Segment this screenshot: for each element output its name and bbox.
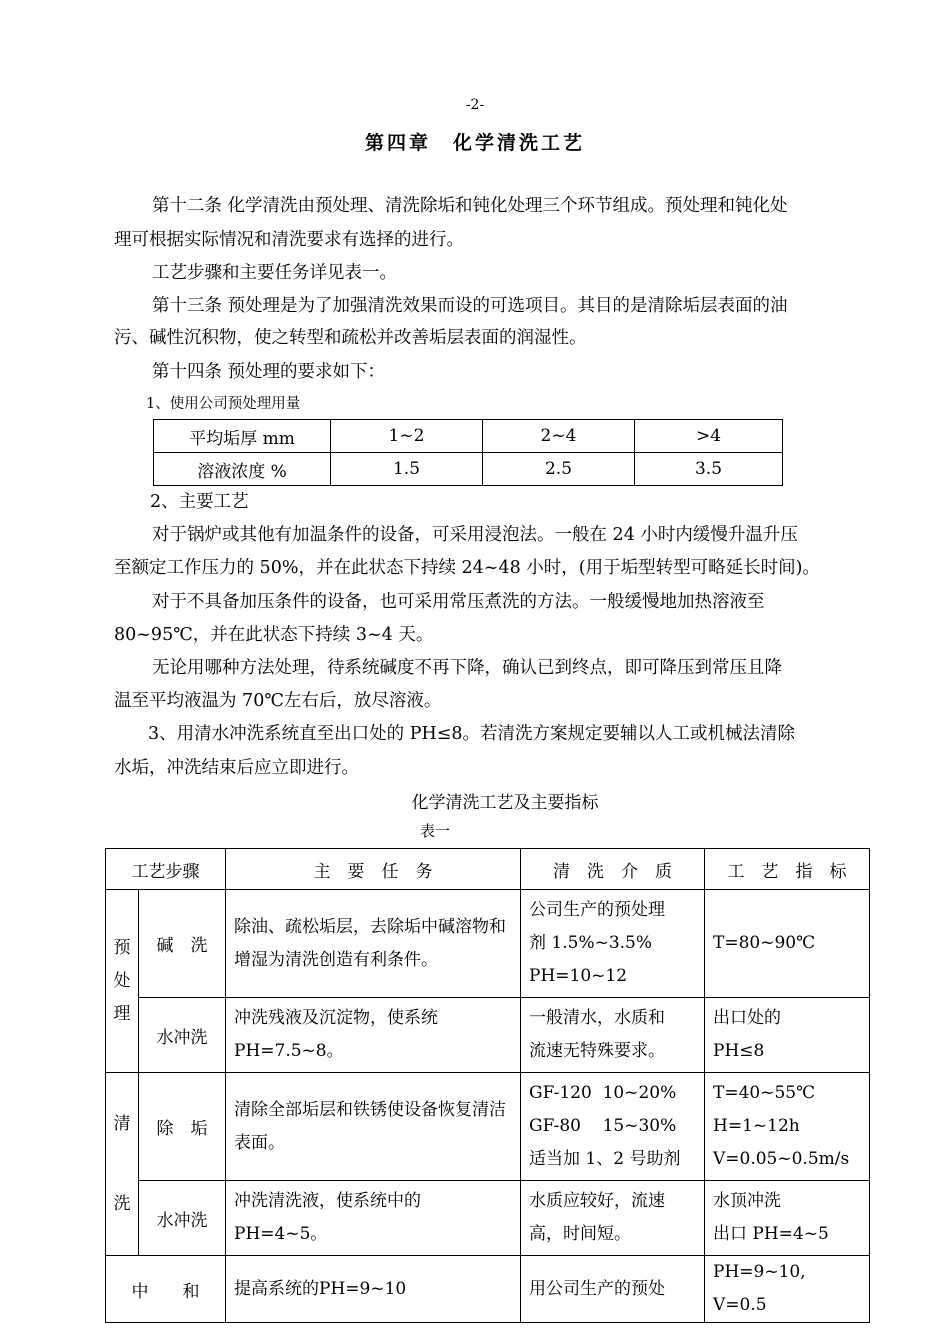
medium-line: 适当加 1、2 号助剂 bbox=[529, 1149, 681, 1169]
paragraph-steps: 工艺步骤和主要任务详见表一。 bbox=[152, 263, 397, 283]
step-name: 中 和 bbox=[106, 1256, 226, 1323]
medium-cell bbox=[521, 998, 705, 1073]
task-cell bbox=[226, 998, 521, 1073]
index-cell bbox=[705, 1181, 870, 1256]
item-3-line2: 水垢，冲洗结束后应立即进行。 bbox=[114, 758, 359, 778]
medium-cell bbox=[521, 1181, 705, 1256]
index-line: V=0.05~0.5m/s bbox=[713, 1149, 850, 1169]
table-cell: 1.5 bbox=[331, 453, 483, 486]
index-line: PH=9~10, V=0.5 bbox=[713, 1262, 806, 1315]
dosage-table bbox=[153, 419, 783, 486]
item-2: 2、主要工艺 bbox=[150, 492, 249, 512]
paragraph-13-line1: 第十三条 预处理是为了加强清洗效果而设的可选项目。其目的是清除垢层表面的油 bbox=[152, 296, 788, 316]
method-2-line1: 对于不具备加压条件的设备，也可采用常压煮洗的方法。一般缓慢地加热溶液至 bbox=[152, 592, 765, 612]
index-line: T=80~90℃ bbox=[713, 933, 816, 953]
table-cell: 2.5 bbox=[483, 453, 635, 486]
chapter-number: 第四章 bbox=[364, 132, 431, 154]
group-pretreatment: 预处理 bbox=[106, 890, 139, 1073]
paragraph-14: 第十四条 预处理的要求如下： bbox=[152, 362, 386, 382]
medium-cell bbox=[521, 890, 705, 998]
paragraph-12-line1: 第十二条 化学清洗由预处理、清洗除垢和钝化处理三个环节组成。预处理和钝化处 bbox=[152, 196, 788, 216]
step-name: 碱 洗 bbox=[139, 890, 226, 998]
medium-line: 公司生产的预处理 bbox=[529, 900, 665, 920]
index-cell bbox=[705, 1256, 870, 1323]
step-name: 水冲洗 bbox=[139, 1181, 226, 1256]
method-3-line1: 无论用哪种方法处理，待系统碱度不再下降，确认已到终点，即可降压到常压且降 bbox=[152, 658, 782, 678]
table-row bbox=[106, 1181, 870, 1256]
medium-line: 流速无特殊要求。 bbox=[529, 1041, 665, 1061]
table-cell: >4 bbox=[635, 420, 783, 453]
chapter-title bbox=[0, 128, 950, 155]
table-cell: 1~2 bbox=[331, 420, 483, 453]
index-line: 出口 PH=4~5 bbox=[713, 1224, 829, 1244]
index-cell bbox=[705, 890, 870, 998]
step-name: 水冲洗 bbox=[139, 998, 226, 1073]
task-cell bbox=[226, 1181, 521, 1256]
process-table bbox=[105, 848, 870, 1323]
index-line: 水顶冲洗 bbox=[713, 1191, 781, 1211]
medium-line: GF-120 10~20% bbox=[529, 1083, 677, 1103]
table-caption: 化学清洗工艺及主要指标 bbox=[411, 793, 599, 813]
method-2-line2: 80~95℃，并在此状态下持续 3~4 天。 bbox=[114, 625, 434, 645]
method-1-line2: 至额定工作压力的 50%，并在此状态下持续 24~48 小时，(用于垢型转型可略延长时间)。 bbox=[114, 558, 820, 578]
table-cell: 2~4 bbox=[483, 420, 635, 453]
index-line: T=40~55℃ bbox=[713, 1083, 816, 1103]
medium-line: 一般清水，水质和 bbox=[529, 1008, 665, 1028]
table-row bbox=[106, 1073, 870, 1181]
chapter-name: 化学清洗工艺 bbox=[453, 132, 586, 154]
medium-line: 高，时间短。 bbox=[529, 1224, 631, 1244]
index-line: PH≤8 bbox=[713, 1041, 765, 1061]
header-medium: 清 洗 介 质 bbox=[521, 849, 705, 890]
table-cell: 平均垢厚 mm bbox=[154, 420, 331, 453]
method-1-line1: 对于锅炉或其他有加温条件的设备，可采用浸泡法。一般在 24 小时内缓慢升温升压 bbox=[152, 525, 798, 545]
index-cell bbox=[705, 1073, 870, 1181]
table-cell: 溶液浓度 % bbox=[154, 453, 331, 486]
method-3-line2: 温至平均液温为 70℃左右后，放尽溶液。 bbox=[114, 691, 442, 711]
page-number: -2- bbox=[465, 97, 485, 113]
item-3-line1: 3、用清水冲洗系统直至出口处的 PH≤8。若清洗方案规定要辅以人工或机械法清除 bbox=[148, 724, 796, 744]
medium-line: 水质应较好，流速 bbox=[529, 1191, 665, 1211]
group-cleaning: 清洗 bbox=[106, 1073, 139, 1256]
medium-cell bbox=[521, 1073, 705, 1181]
item-1: 1、使用公司预处理用量 bbox=[146, 396, 301, 412]
header-step: 工艺步骤 bbox=[106, 849, 226, 890]
medium-line: 用公司生产的预处 bbox=[529, 1278, 665, 1299]
paragraph-12-line2: 理可根据实际情况和清洗要求有选择的进行。 bbox=[114, 230, 464, 250]
step-name: 除 垢 bbox=[139, 1073, 226, 1181]
task-cell bbox=[226, 1256, 521, 1323]
table-row bbox=[106, 890, 870, 998]
task-cell bbox=[226, 890, 521, 998]
index-line: 出口处的 bbox=[713, 1008, 781, 1028]
index-cell bbox=[705, 998, 870, 1073]
table-row bbox=[106, 1256, 870, 1323]
header-task: 主 要 任 务 bbox=[226, 849, 521, 890]
header-index: 工 艺 指 标 bbox=[705, 849, 870, 890]
task-text: 清除全部垢层和铁锈使设备恢复清洁表面。 bbox=[234, 1099, 506, 1153]
table-row bbox=[154, 453, 783, 486]
medium-line: GF-80 15~30% bbox=[529, 1116, 677, 1136]
task-text: 除油、疏松垢层，去除垢中碱溶物和增湿为清洗创造有利条件。 bbox=[234, 916, 506, 970]
table-header-row bbox=[106, 849, 870, 890]
index-line: H=1~12h bbox=[713, 1116, 800, 1136]
task-text: 冲洗残液及沉淀物，使系统PH=7.5~8。 bbox=[234, 1008, 438, 1061]
medium-line: PH=10~12 bbox=[529, 966, 628, 986]
task-text: 提高系统的PH=9~10 bbox=[234, 1278, 407, 1299]
table-cell: 3.5 bbox=[635, 453, 783, 486]
medium-cell bbox=[521, 1256, 705, 1323]
table-row bbox=[106, 998, 870, 1073]
table-row bbox=[154, 420, 783, 453]
paragraph-13-line2: 污、碱性沉积物，使之转型和疏松并改善垢层表面的润湿性。 bbox=[114, 328, 587, 348]
task-text: 冲洗清洗液，使系统中的PH=4~5。 bbox=[234, 1191, 421, 1244]
table-label: 表一 bbox=[419, 822, 450, 840]
medium-line: 剂 1.5%~3.5% bbox=[529, 933, 653, 953]
task-cell bbox=[226, 1073, 521, 1181]
